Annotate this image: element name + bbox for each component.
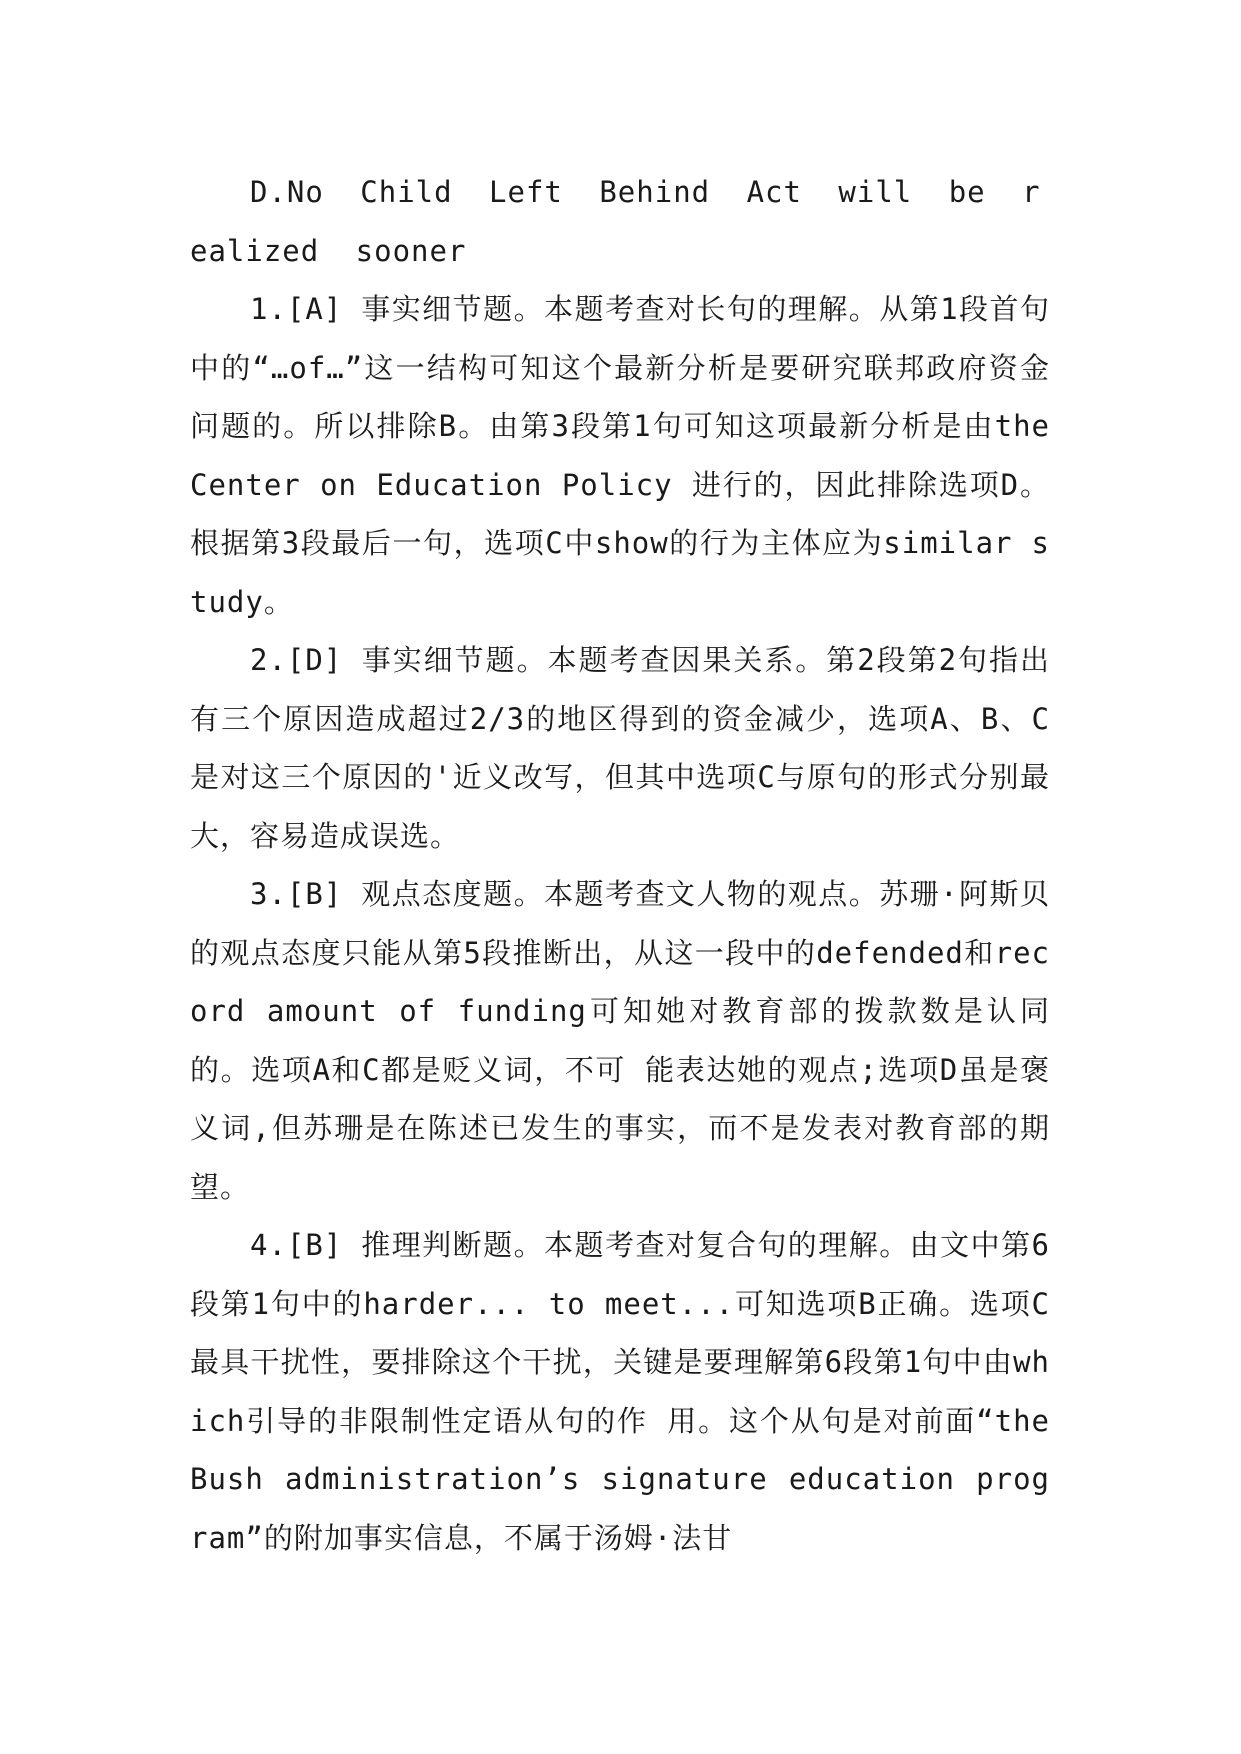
answer-1-paragraph: 1.[A] 事实细节题。本题考查对长句的理解。从第1段首句中的“…of…”这一结构可知这个最新分析是要研究联邦政府资金问题的。所以排除B。由第3段第1句可知这项最新分析是由the Center on Education Policy 进行的，因此排除选项D。根据第3段最后一句，选项C中show的行为主体应为similar study。: [190, 292, 1050, 619]
answer-4-paragraph: 4.[B] 推理判断题。本题考查对复合句的理解。由文中第6段第1句中的harder... to meet...可知选项B正确。选项C最具干扰性，要排除这个干扰，关键是要理解第6段第1句中由which引导的非限制性定语从句的作 用。这个从句是对前面“the Bush administration’s signature education program”的附加事实信息，不属于汤姆·法甘: [190, 1228, 1050, 1555]
answer-3-paragraph: 3.[B] 观点态度题。本题考查文人物的观点。苏珊·阿斯贝的观点态度只能从第5段推断出，从这一段中的defended和record amount of funding可知她对教育部的拨款数是认同的。选项A和C都是贬义词，不可 能表达她的观点;选项D虽是褒义词,但苏珊是在陈述已发生的事实，而不是发表对教育部的期望。: [190, 877, 1050, 1204]
answer-2-paragraph: 2.[D] 事实细节题。本题考查因果关系。第2段第2句指出有三个原因造成超过2/3的地区得到的资金减少，选项A、B、C是对这三个原因的'近义改写，但其中选项C与原句的形式分别最大，容易造成误选。: [190, 643, 1050, 853]
document-page: [190, 163, 1050, 1567]
option-d-paragraph: D.No Child Left Behind Act will be realized sooner: [190, 175, 1041, 268]
